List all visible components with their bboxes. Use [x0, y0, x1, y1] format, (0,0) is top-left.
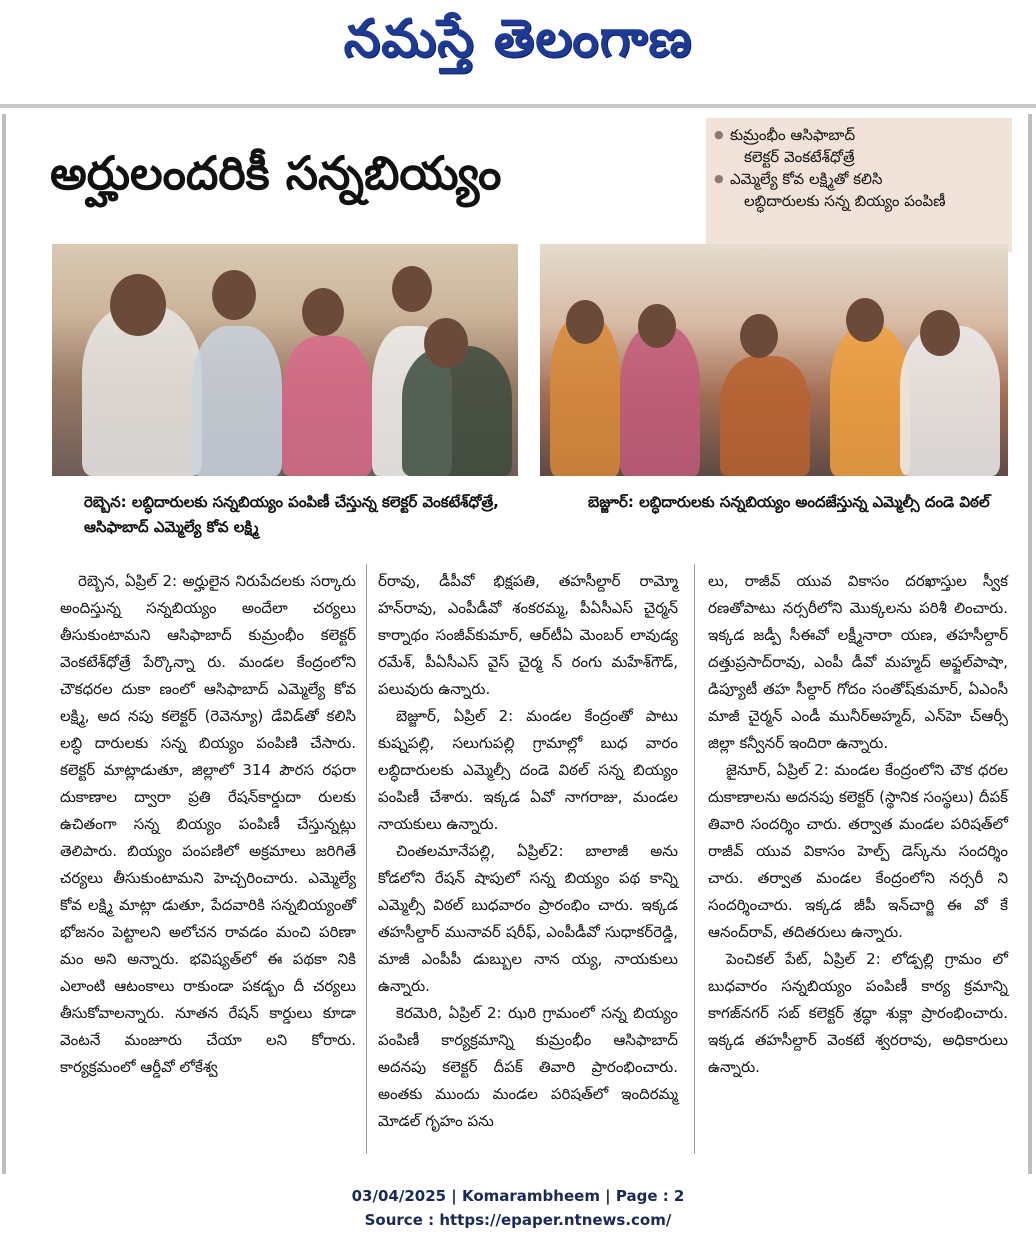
caption-right: బెజ్జూర్: లబ్ధిదారులకు సన్నబియ్యం అందజేస్తున్న ఎమ్మెల్సీ దండె విఠల్ — [588, 493, 990, 511]
footer-source-link[interactable]: Source : https://epaper.ntnews.com/ — [364, 1211, 672, 1229]
highlight-1: ● కుమ్రంభీం ఆసిఫాబాద్ — [714, 124, 1004, 146]
column-1-paragraph: రెబ్బెన, ఏప్రిల్ 2: అర్హులైన నిరుపేదలకు సర్కారు అందిస్తున్న సన్నబియ్యం అందేలా చర్యలు తీసుకుంటామని ఆసిఫాబాద్ కుమ్రంభీం కలెక్టర్ వెంకటేశ్‌ధోత్రే పేర్కొన్నా రు. మండల కేంద్రంలోని చౌకధరల దుకా ణంలో ఆసిఫాబాద్ ఎమ్మెల్యే కోవ లక్ష్మి, అద నపు కలెక్టర్ (రెవెన్యూ) డేవిడ్‌తో కలిసి లబ్ధి దారులకు సన్న బియ్యం పంపిణి చేసారు. కలెక్టర్ మాట్లాడుతూ, జిల్లాలో 314 పౌరస రఫరా దుకాణాల ద్వారా ప్రతి రేషన్‌కార్డుదా రులకు ఉచితంగా సన్న బియ్యం పంపిణీ చేస్తున్నట్లు తెలిపారు. బియ్యం పంపణిలో అక్రమాలు జరిగితే చర్యలు తీసుకుంటామని హెచ్చరించారు. ఎమ్మెల్యే కోవ లక్ష్మి మాట్లా డుతూ, పేదవారికి సన్నబియ్యంతో భోజనం పెట్టాలని అలోచన రావడం మంచి పరిణా మం అని అన్నారు. భవిష్యత్‌లో ఈ పథకా నికి ఎలాంటి ఆటంకాలు రాకుండా పకడ్బం దీ చర్యలు తీసుకోవాలన్నారు. నూతన రేషన్ కార్డులు కూడా వెంటనే మంజూరు చేయా లని కోరారు. కార్యక్రమంలో ఆర్డీవో లోకేశ్వ — [60, 572, 356, 1076]
caption-left: రెబ్బెన: లబ్ధిదారులకు సన్నబియ్యం పంపిణీ చేస్తున్న కలెక్టర్ వెంకటేశ్‌ధోత్రే, ఆసిఫాబాద్ ఎమ్మెల్యే కోవ లక్ష్మి — [84, 493, 499, 536]
highlight-2-cont: లబ్ధిదారులకు సన్న బియ్యం పంపిణీ — [744, 192, 946, 210]
column-2-paragraph: బెజ్జూర్, ఏప్రిల్ 2: మండల కేంద్రంతో పాటు కుష్నపల్లి, సలుగుపల్లి గ్రామాల్లో బుధ వారం లబ్ధిదారులకు ఎమ్మెల్సీ దండె విఠల్ సన్న బియ్యం పంపిణీ చేశారు. ఇక్కడ ఏవో నాగరాజు, మండల నాయకులు ఉన్నారు. — [378, 707, 678, 833]
article-headline: అర్హులందరికీ సన్నబియ్యం — [50, 146, 502, 200]
highlight-2: ● ఎమ్మెల్యే కోవ లక్ష్మితో కలిసి — [714, 168, 1004, 190]
column-divider — [694, 564, 695, 1154]
highlights-box — [706, 118, 1012, 252]
masthead — [0, 0, 1036, 100]
column-3-paragraph: లు, రాజీవ్ యువ వికాసం దరఖాస్తుల స్వీక రణతోపాటు నర్సరీలోని మొక్కలను పరిశీ లించారు. ఇక్కడ జడ్పీ సీఈవో లక్ష్మీనారా యణ, తహసీల్దార్ దత్తుప్రసాద్‌రావు, ఎంపీ డీవో మహ్మద్ అఫ్జల్‌పాషా, డిప్యూటీ తహ సీల్దార్ గోదం సంతోష్‌కుమార్, ఏఎంసీ మాజీ చైర్మన్ ఎండీ మునీర్‌అహ్మద్, ఎన్‌హె చ్‌ఆర్సీ జిల్లా కన్వీనర్ ఇందిరా ఉన్నారు. — [708, 572, 1008, 752]
column-2-paragraph: చింతలమానేపల్లి, ఏప్రిల్2: బాలాజీ అను కోడలోని రేషన్ షాపులో సన్న బియ్యం పథ కాన్ని ఎమ్మెల్సీ విఠల్ బుధవారం ప్రారంభిం చారు. ఇక్కడ తహసీల్దార్ మునావర్ షరీఫ్, ఎంపీడీవో సుధాకర్‌రెడ్డి, మాజీ ఎంపీపీ డుబ్బుల నాన య్య, నాయకులు ఉన్నారు. — [378, 842, 678, 995]
column-2-paragraph: ర్‌రావు, డీపీవో భిక్షపతి, తహసీల్దార్ రామ్మో హన్‌రావు, ఎంపీడీవో శంకరమ్మ, పీఏసీఎస్ చైర్మన్ కార్నాథం సంజీవ్‌కుమార్, ఆర్‌టీఏ మెంబర్ లావుడ్య రమేశ్, పీఏసీఎస్ వైస్ చైర్మ న్ రంగు మహేశ్‌గౌడ్, పలువురు ఉన్నారు. — [378, 572, 678, 698]
newspaper-logo: నమస్తే తెలంగాణ — [343, 8, 693, 69]
article-column-2 — [378, 568, 678, 1135]
masthead-divider — [0, 104, 1036, 108]
column-3-paragraph: జైనూర్, ఏప్రిల్ 2: మండల కేంద్రంలోని చౌక ధరల దుకాణాలను అదనపు కలెక్టర్ (స్థానిక సంస్థలు) దీపక్ తివారి సందర్శిం చారు. తర్వాత మండల పరిషత్‌లో రాజీవ్ యువ వికాసం హెల్ప్ డెస్క్‌ను సందర్శిం చారు. తర్వాత మండల కేంద్రంలోని నర్సరీ ని సందర్శించారు. ఇక్కడ జీపీ ఇన్‌చార్జి ఈ వో కే ఆనంద్‌రావ్, తదితరులు ఉన్నారు. — [708, 761, 1008, 941]
photo-rebbena — [52, 244, 518, 476]
footer-date-edition: 03/04/2025 | Komarambheem | Page : 2 — [351, 1187, 685, 1205]
photo-bejjur — [540, 244, 1008, 476]
column-divider — [366, 564, 367, 1154]
page-footer — [0, 1184, 1036, 1232]
column-3-paragraph: పెంచికల్ పేట్, ఏప్రిల్ 2: లోడ్పల్లి గ్రామం లో బుధవారం సన్నబియ్యం పంపిణీ కార్య క్రమాన్ని కాగజ్‌నగర్ సబ్ కలెక్టర్ శ్రద్ధా శుక్లా ప్రారంభించారు. ఇక్కడ తహసీల్దార్ వెంకటే శ్వరరావు, అధికారులు ఉన్నారు. — [708, 950, 1008, 1076]
highlight-1-cont: కలెక్టర్ వెంకటేశ్‌ధోత్రే — [744, 148, 855, 166]
article-column-1 — [60, 568, 356, 1081]
article-column-3 — [708, 568, 1008, 1081]
column-2-paragraph: కెరమెరి, ఏప్రిల్ 2: ఝరి గ్రామంలో సన్న బియ్యం పంపిణీ కార్యక్రమాన్ని కుమ్రంభీం ఆసిఫాబాద్ అదనపు కలెక్టర్ దీపక్ తివారి ప్రారంభించారు. అంతకు ముందు మండల పరిషత్‌లో ఇందిరమ్మ మోడల్ గృహం పను — [378, 1004, 678, 1130]
